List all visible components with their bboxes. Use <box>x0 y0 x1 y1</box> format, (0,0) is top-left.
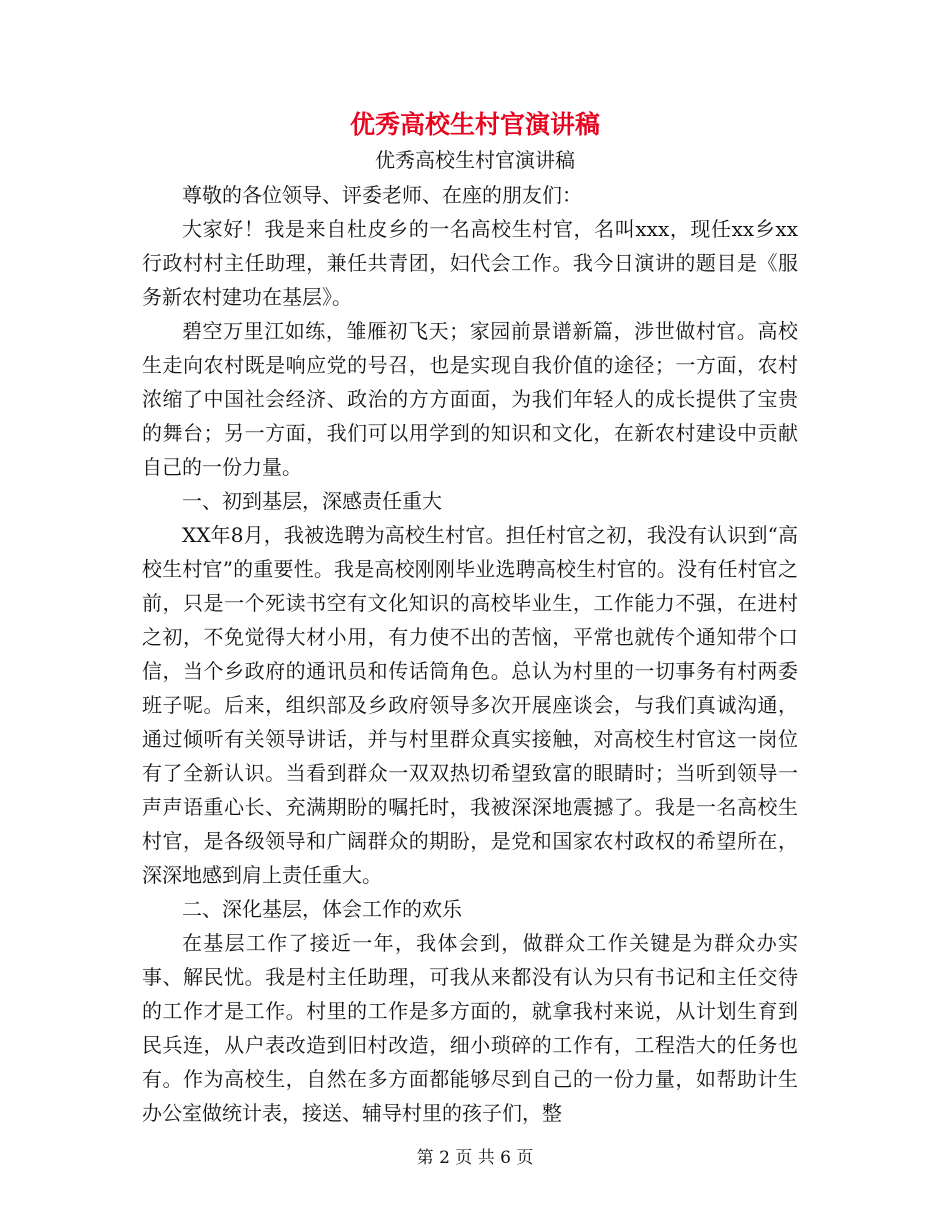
body-paragraph: 在基层工作了接近一年，我体会到，做群众工作关键是为群众办实事、解民忧。我是村主任助理，可我从来都没有认为只有书记和主任交待的工作才是工作。村里的工作是多方面的，就拿我村来说，从计划生育到民兵连，从户表改造到旧村改造，细小琐碎的工作有，工程浩大的任务也有。作为高校生，自然在多方面都能够尽到自己的一份力量，如帮助计生办公室做统计表，接送、辅导村里的孩子们，整 <box>142 931 798 1125</box>
body-paragraph: XX年8月，我被选聘为高校生村官。担任村官之初，我没有认识到“高校生村官”的重要性。我是高校刚刚毕业选聘高校生村官的。没有任村官之前，只是一个死读书空有文化知识的高校毕业生，工作能力不强，在进村之初，不免觉得大材小用，有力使不出的苦恼，平常也就传个通知带个口信，当个乡政府的通讯员和传话筒角色。总认为村里的一切事务有村两委班子呢。后来，组织部及乡政府领导多次开展座谈会，与我们真诚沟通，通过倾听有关领导讲话，并与村里群众真实接触，对高校生村官这一岗位有了全新认识。当看到群众一双双热切希望致富的眼睛时；当听到领导一声声语重心长、充满期盼的嘱托时，我被深深地震撼了。我是一名高校生村官，是各级领导和广阔群众的期盼，是党和国家农村政权的希望所在，深深地感到肩上责任重大。 <box>142 523 798 887</box>
document-subtitle: 优秀高校生村官演讲稿 <box>375 148 575 172</box>
document-title: 优秀高校生村官演讲稿 <box>349 110 600 139</box>
page-number-footer: 第 2 页 共 6 页 <box>416 1148 534 1168</box>
intro-paragraph: 大家好！我是来自杜皮乡的一名高校生村官，名叫xxx，现任xx乡xx行政村村主任助理，兼任共青团，妇代会工作。我今日演讲的题目是《服务新农村建功在基层》。 <box>142 217 798 309</box>
body-paragraph: 碧空万里江如练，雏雁初飞天；家园前景谱新篇，涉世做村官。高校生走向农村既是响应党的号召，也是实现自我价值的途径；一方面，农村浓缩了中国社会经济、政治的方方面面，为我们年轻人的成长提供了宝贵的舞台；另一方面，我们可以用学到的知识和文化，在新农村建设中贡献自己的一份力量。 <box>142 319 798 479</box>
salutation-paragraph: 尊敬的各位领导、评委老师、在座的朋友们： <box>182 183 582 207</box>
document-body <box>142 178 798 1130</box>
section-heading: 二、深化基层，体会工作的欢乐 <box>182 897 462 921</box>
section-heading: 一、初到基层，深感责任重大 <box>182 489 442 513</box>
